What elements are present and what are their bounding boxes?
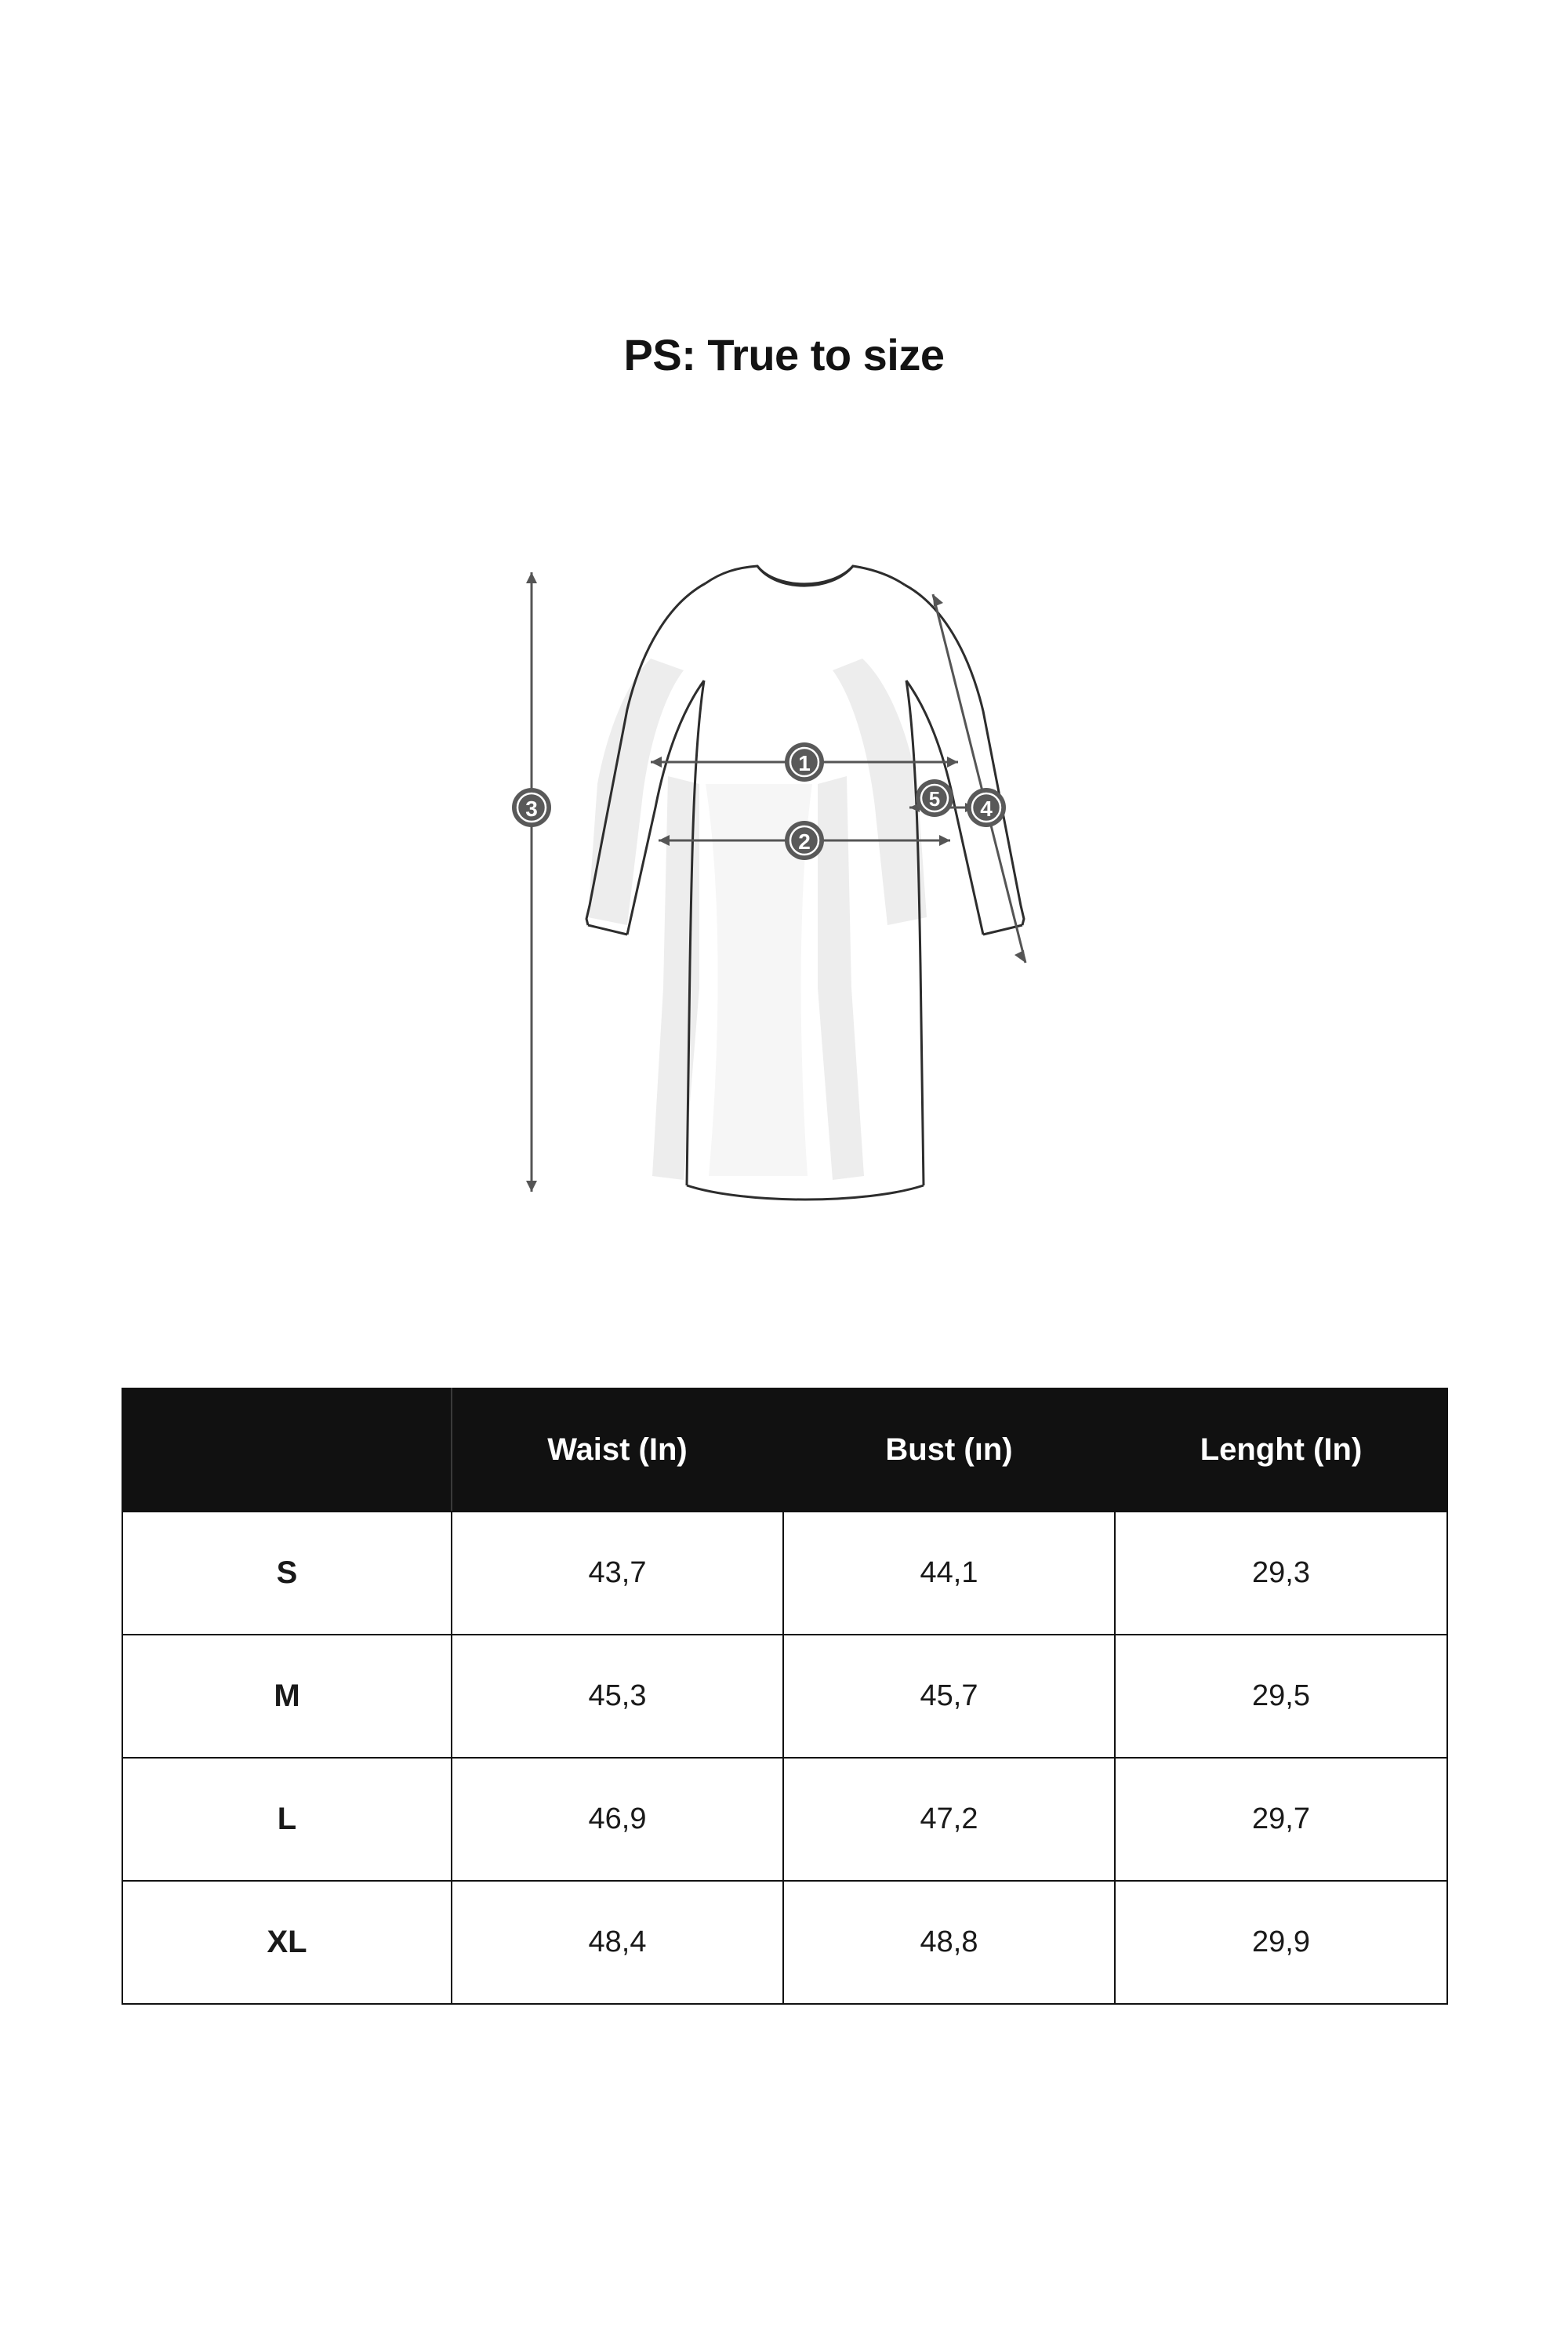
table-header-length: Lenght (In): [1115, 1388, 1447, 1512]
table-header-bust: Bust (ın): [783, 1388, 1115, 1512]
cell-waist: 45,3: [452, 1635, 783, 1758]
garment-shading: [588, 659, 927, 1180]
cell-bust: 47,2: [783, 1758, 1115, 1881]
marker-3-label: 3: [525, 797, 538, 821]
table-header-size: [122, 1388, 452, 1512]
cell-length: 29,3: [1115, 1512, 1447, 1635]
table-header-row: [122, 1388, 1447, 1512]
measure-line-sleeve: [933, 594, 1025, 963]
cell-length: 29,9: [1115, 1881, 1447, 2004]
table-row: [122, 1512, 1447, 1635]
measurement-diagram: [0, 549, 1568, 1254]
page-title: PS: True to size: [623, 330, 945, 379]
cell-size: XL: [122, 1881, 452, 2004]
cell-bust: 44,1: [783, 1512, 1115, 1635]
cell-size: L: [122, 1758, 452, 1881]
cell-length: 29,7: [1115, 1758, 1447, 1881]
table-row: [122, 1758, 1447, 1881]
marker-5: [916, 779, 953, 817]
marker-2: [785, 821, 824, 860]
marker-4: [967, 788, 1006, 827]
marker-2-label: 2: [798, 829, 811, 854]
marker-4-label: 4: [980, 797, 993, 821]
size-table: [122, 1388, 1448, 2005]
cell-bust: 48,8: [783, 1881, 1115, 2004]
table-header-waist: Waist (In): [452, 1388, 783, 1512]
marker-5-label: 5: [928, 787, 941, 811]
cell-length: 29,5: [1115, 1635, 1447, 1758]
garment-illustration: [392, 549, 1176, 1254]
measure-line-length: [526, 572, 537, 1192]
cell-size: S: [122, 1512, 452, 1635]
size-table-container: [122, 1388, 1446, 2005]
cell-waist: 46,9: [452, 1758, 783, 1881]
marker-3: [512, 788, 551, 827]
cell-bust: 45,7: [783, 1635, 1115, 1758]
marker-1: [785, 742, 824, 782]
table-row: [122, 1881, 1447, 2004]
table-row: [122, 1635, 1447, 1758]
cell-size: M: [122, 1635, 452, 1758]
cell-waist: 48,4: [452, 1881, 783, 2004]
marker-1-label: 1: [798, 751, 811, 775]
cell-waist: 43,7: [452, 1512, 783, 1635]
